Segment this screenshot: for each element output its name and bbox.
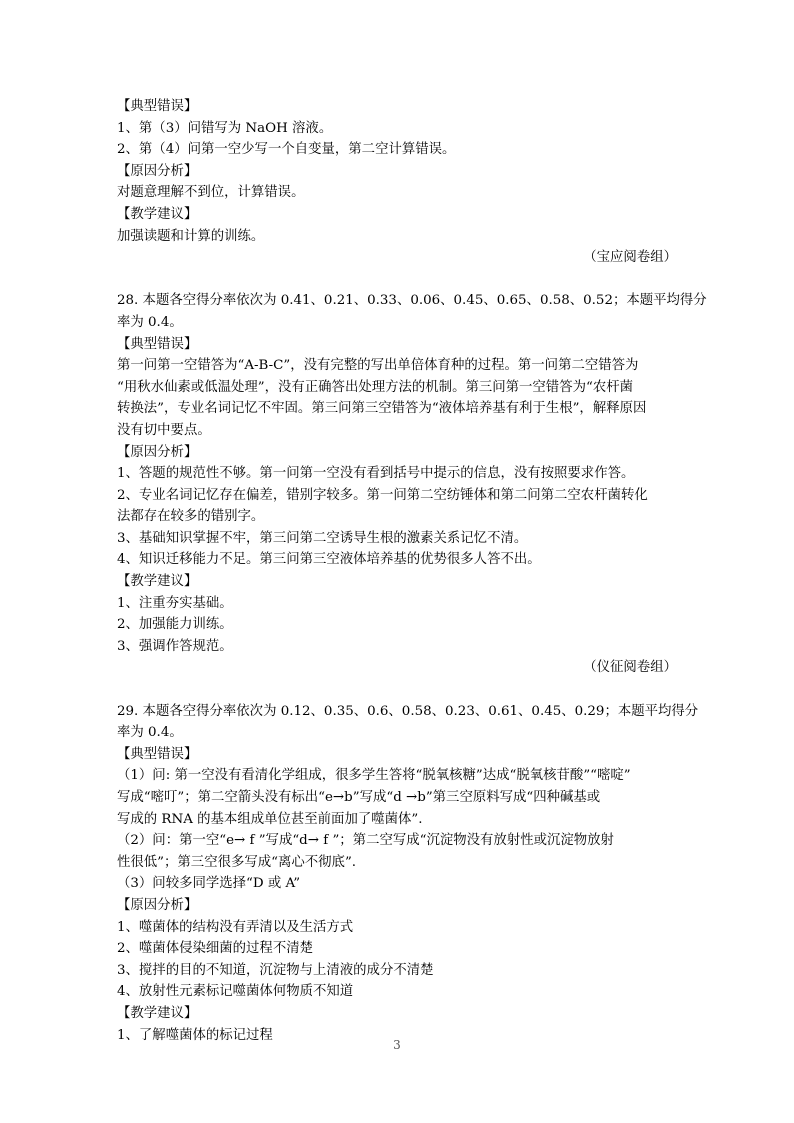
section-heading: 【原因分析】 bbox=[117, 897, 198, 913]
section-heading: 【原因分析】 bbox=[117, 444, 198, 460]
text-line: （1）问: 第一空没有看清化学组成，很多学生答将“脱氧核糖”达成“脱氧核苷酸”“嘧啶” bbox=[117, 768, 631, 784]
text-line: （2）问：第一空“e→ f ”写成“d→ f ”；第二空写成“沉淀物没有放射性或沉淀物放射 bbox=[117, 833, 614, 849]
text-line: 2、噬菌体侵染细菌的过程不清楚 bbox=[117, 941, 313, 957]
section-heading: 【教学建议】 bbox=[117, 1005, 198, 1021]
question-intro: 29. 本题各空得分率依次为 0.12、0.35、0.6、0.58、0.23、0.61、0.45、0.29；本题平均得分 bbox=[117, 703, 699, 719]
spacer bbox=[117, 679, 677, 701]
text-line: 2、第（4）问第一空少写一个自变量，第二空计算错误。 bbox=[117, 142, 456, 158]
text-line: 1、了解噬菌体的标记过程 bbox=[117, 1027, 273, 1043]
question-intro: 率为 0.4。 bbox=[117, 725, 183, 741]
text-line: 对题意理解不到位，计算错误。 bbox=[117, 185, 305, 201]
text-line: 性很低”；第三空很多写成“离心不彻底”. bbox=[117, 854, 357, 870]
section-heading: 【典型错误】 bbox=[117, 746, 198, 762]
text-line: 写成的 RNA 的基本组成单位甚至前面加了噬菌体”. bbox=[117, 811, 423, 827]
text-line: 转换法”，专业名词记忆不牢固。第三问第三空错答为“液体培养基有利于生根”，解释原因 bbox=[117, 401, 647, 417]
document-body bbox=[117, 96, 707, 1046]
section-heading: 【教学建议】 bbox=[117, 574, 198, 590]
text-line: 没有切中要点。 bbox=[117, 422, 211, 438]
page-number: 3 bbox=[393, 1038, 401, 1052]
text-line: 法都存在较多的错别字。 bbox=[117, 509, 265, 525]
text-line: 加强读题和计算的训练。 bbox=[117, 228, 265, 244]
text-line: 3、基础知识掌握不牢，第三问第二空诱导生根的激素关系记忆不清。 bbox=[117, 530, 528, 546]
text-line: 4、放射性元素标记噬菌体何物质不知道 bbox=[117, 984, 354, 1000]
question-intro: 率为 0.4。 bbox=[117, 314, 183, 330]
text-line: 1、注重夯实基础。 bbox=[117, 595, 233, 611]
section-heading: 【典型错误】 bbox=[117, 99, 198, 114]
signature: （宝应阅卷组） bbox=[583, 250, 677, 266]
text-line: “用秋水仙素或低温处理”，没有正确答出处理方法的机制。第三问第一空错答为“农杆菌 bbox=[117, 379, 633, 395]
text-line: 第一问第一空错答为“A-B-C”，没有完整的写出单倍体育种的过程。第一问第二空错答为 bbox=[117, 358, 639, 374]
section-heading: 【原因分析】 bbox=[117, 163, 198, 179]
text-line: 2、加强能力训练。 bbox=[117, 617, 233, 633]
text-line: 写成“嘧叮”；第二空箭头没有标出“e→b”写成“d →b”第三空原料写成“四种碱基或 bbox=[117, 790, 601, 805]
question-intro: 28. 本题各空得分率依次为 0.41、0.21、0.33、0.06、0.45、0.65、0.58、0.52；本题平均得分 bbox=[117, 293, 707, 309]
text-line: 1、答题的规范性不够。第一问第一空没有看到括号中提示的信息，没有按照要求作答。 bbox=[117, 466, 635, 482]
text-line: 3、搅拌的目的不知道，沉淀物与上清液的成分不清楚 bbox=[117, 962, 434, 978]
text-line: 3、强调作答规范。 bbox=[117, 638, 233, 654]
text-line: 4、知识迁移能力不足。第三问第三空液体培养基的优势很多人答不出。 bbox=[117, 552, 541, 568]
spacer bbox=[117, 269, 677, 291]
section-heading: 【典型错误】 bbox=[117, 336, 198, 352]
text-line: 1、噬菌体的结构没有弄清以及生活方式 bbox=[117, 919, 354, 935]
text-line: 2、专业名词记忆存在偏差，错别字较多。第一问第二空纺锤体和第二问第二空农杆菌转化 bbox=[117, 487, 648, 503]
text-line: （3）问较多同学选择“D 或 A” bbox=[117, 876, 301, 892]
text-line: 1、第（3）问错写为 NaOH 溶液。 bbox=[117, 120, 333, 136]
signature: （仪征阅卷组） bbox=[583, 660, 677, 676]
section-heading: 【教学建议】 bbox=[117, 206, 198, 222]
